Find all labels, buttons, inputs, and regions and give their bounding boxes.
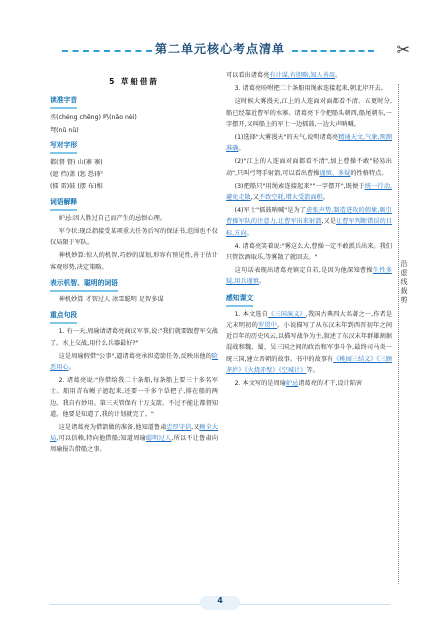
section-heading-text-overview: 感知课文 bbox=[226, 293, 253, 307]
answer-underline: 《三国演义》 bbox=[267, 310, 306, 318]
writing-line-1: 都(督 督) 山(寨 寨) bbox=[50, 159, 103, 167]
answer-underline: 让曹军判断错误的目标,方向 bbox=[226, 218, 393, 237]
key-sentence-2-analysis-cont: 可以看出诸葛亮有计谋,有胆略,知人善用。 bbox=[226, 72, 342, 79]
answer-underline: 忠厚守信 bbox=[166, 424, 192, 432]
overview-paragraph-1: 1. 本文选自《三国演义》,我国古典四大名著之一,作者是元末明初的罗贯中。小说描写了从东汉末年到西晋初年之间近百年的历史风云,以描写战争为主,叙述了东汉末年群雄割据混战和魏、蜀、吴三国之间的政治和军事斗争,最终司马炎一统三国,建立晋朝的故事。书中的故事有《桃园三结义》《三顾茅庐》《火烧赤壁》《空城计》等。 bbox=[226, 310, 393, 374]
section-heading-key-sentences: 重点句段 bbox=[50, 310, 77, 324]
answer-underline: 顾全大局 bbox=[50, 424, 219, 443]
writing-line-3: (擂 雷)鼓 (摆 布)相 bbox=[50, 183, 103, 191]
left-column bbox=[50, 70, 218, 458]
section-heading-writing: 写对字形 bbox=[50, 140, 77, 154]
section-heading-words: 词语解释 bbox=[50, 197, 77, 211]
word-definition-2: 军令状:现泛指接受某项重大任务后写的保证书,范围也不仅仅局限于军队。 bbox=[50, 228, 218, 247]
page-number: 4 bbox=[217, 596, 223, 605]
key-sentence-3-passage: 这时候大雾漫天,江上的人连面对面都看不清。五更时分,船已经靠近曹军的水寨。诸葛亮下令把船头朝西,船尾朝东,一字摆开,又叫船上的军士一边擂鼓,一边大声呐喊。 bbox=[226, 98, 392, 128]
answer-underline: 聪明过人 bbox=[145, 435, 172, 443]
word-definition-1: 妒忌:因人胜过自己而产生的忌恨心理。 bbox=[58, 214, 166, 222]
answer-underline: 罗贯中 bbox=[257, 322, 278, 330]
key-sentence-1-analysis: 这是周瑜假借"公事",逼诸葛亮承担造箭任务,反映出他的险恶用心。 bbox=[50, 352, 218, 372]
key-sentence-4: 4. 诸葛亮笑着说:"雾这么大,曹操一定不敢派兵出来。我们只管饮酒取乐,等雾散了就回去。" bbox=[226, 242, 392, 262]
answer-underline: 谨慎、多疑 bbox=[319, 169, 351, 177]
page-title: 第二单元核心考点清单 bbox=[154, 42, 285, 56]
analysis-question-3: (3)把船只"用绳索连接起来""一字摆开",既便于统一行动,避免走散,又不致空耗,增大受箭面积。 bbox=[226, 182, 392, 202]
answer-underline: 统一行动,避免走散 bbox=[226, 182, 392, 202]
answer-underline: 精通天文,气象,预测准确 bbox=[226, 134, 392, 153]
writing-line-2: (遮 挡)盖 (惩 恐)驴 bbox=[50, 171, 103, 179]
answer-underline: 有计谋,有胆略,知人善用 bbox=[269, 72, 336, 79]
answer-underline: 妒忌 bbox=[285, 380, 299, 388]
section-heading-pinyin: 读准字音 bbox=[50, 95, 77, 109]
smart-words-list: 神机妙算 才智过人 冰雪聪明 足智多谋 bbox=[58, 296, 164, 304]
overview-paragraph-2: 2. 本文写的是周瑜妒忌诸葛亮的才干,设计陷害 bbox=[234, 380, 363, 388]
cut-instruction: 沿虚线裁剪 bbox=[400, 260, 408, 304]
answer-underline: 险恶用心 bbox=[50, 352, 218, 372]
header-dashed-line-right bbox=[292, 50, 374, 52]
key-sentence-3: 3. 诸葛亮吩咐把二十条船用绳索连接起来,朝北岸开去。 bbox=[234, 85, 387, 93]
pinyin-line-1: 丞(chéng chěng) 鸣(nǎo nèi) bbox=[50, 114, 137, 122]
key-sentence-2-analysis: 这是诸葛亮为借箭做的准备,他知道鲁肃忠厚守信,又顾全大局,可以信赖,特向他借船;知道周瑜聪明过人,所以不让鲁肃向周瑜报告借船之事。 bbox=[50, 424, 219, 454]
answer-underline: 虚张声势,制造进攻的假象,吸引曹操军队的注意力,让曹军出来射箭 bbox=[226, 207, 392, 226]
section-heading-smart-words: 表示机智、聪明的词语 bbox=[50, 278, 118, 292]
scissors-icon: ✂ bbox=[396, 40, 410, 59]
analysis-question-1: (1)选择"大雾漫天"的天气,说明诸葛亮精通天文,气象,预测准确。 bbox=[226, 134, 392, 153]
cut-line bbox=[398, 84, 399, 584]
analysis-question-2: (2)"江上的人连面对面都看不清",加上曹操不敢"轻易出动",只叫弓弩手射箭,可以看出曹操谨慎、多疑的性格特点。 bbox=[226, 158, 392, 177]
answer-underline: 不致空耗,增大受箭面积 bbox=[258, 194, 323, 202]
right-column bbox=[226, 70, 392, 391]
analysis-question-4: (4)军士"擂鼓呐喊"是为了虚张声势,制造进攻的假象,吸引曹操军队的注意力,让曹军出来射箭,又是让曹军判断错误的目标,方向。 bbox=[226, 207, 393, 237]
answer-underline: 《桃园三结义》《三顾茅庐》《火烧赤壁》《空城计》 bbox=[226, 355, 392, 374]
answer-underline: 生性多疑,用兵谨慎 bbox=[226, 267, 393, 286]
word-definition-3: 神机妙算:惊人的机智,巧妙的谋划,形容有预见性,善于估计客观形势,决定策略。 bbox=[50, 252, 218, 271]
pinyin-line-2: 弩(nǔ nǔ) bbox=[50, 126, 79, 134]
key-sentence-1: 1. 有一天,周瑜请诸葛亮商议军事,说:"我们就要跟曹军交战了。水上交战,用什么兵器最好?" bbox=[50, 328, 218, 347]
lesson-title: 5 草船借箭 bbox=[109, 77, 159, 86]
key-sentence-2: 2. 诸葛亮说:"你借给我二十条船,每条船上要三十多名军士。船用青布幔子遮起来,还要一千多个草把子,排在船的两边。我自有妙用。第三天管保有十万支箭。不过不能让都督知道。他要是知道了,我的计划就完了。" bbox=[50, 377, 218, 418]
key-sentence-4-analysis: 这句话表现出诸葛亮镇定自若,是因为他深知曹操生性多疑,用兵谨慎。 bbox=[226, 267, 393, 286]
